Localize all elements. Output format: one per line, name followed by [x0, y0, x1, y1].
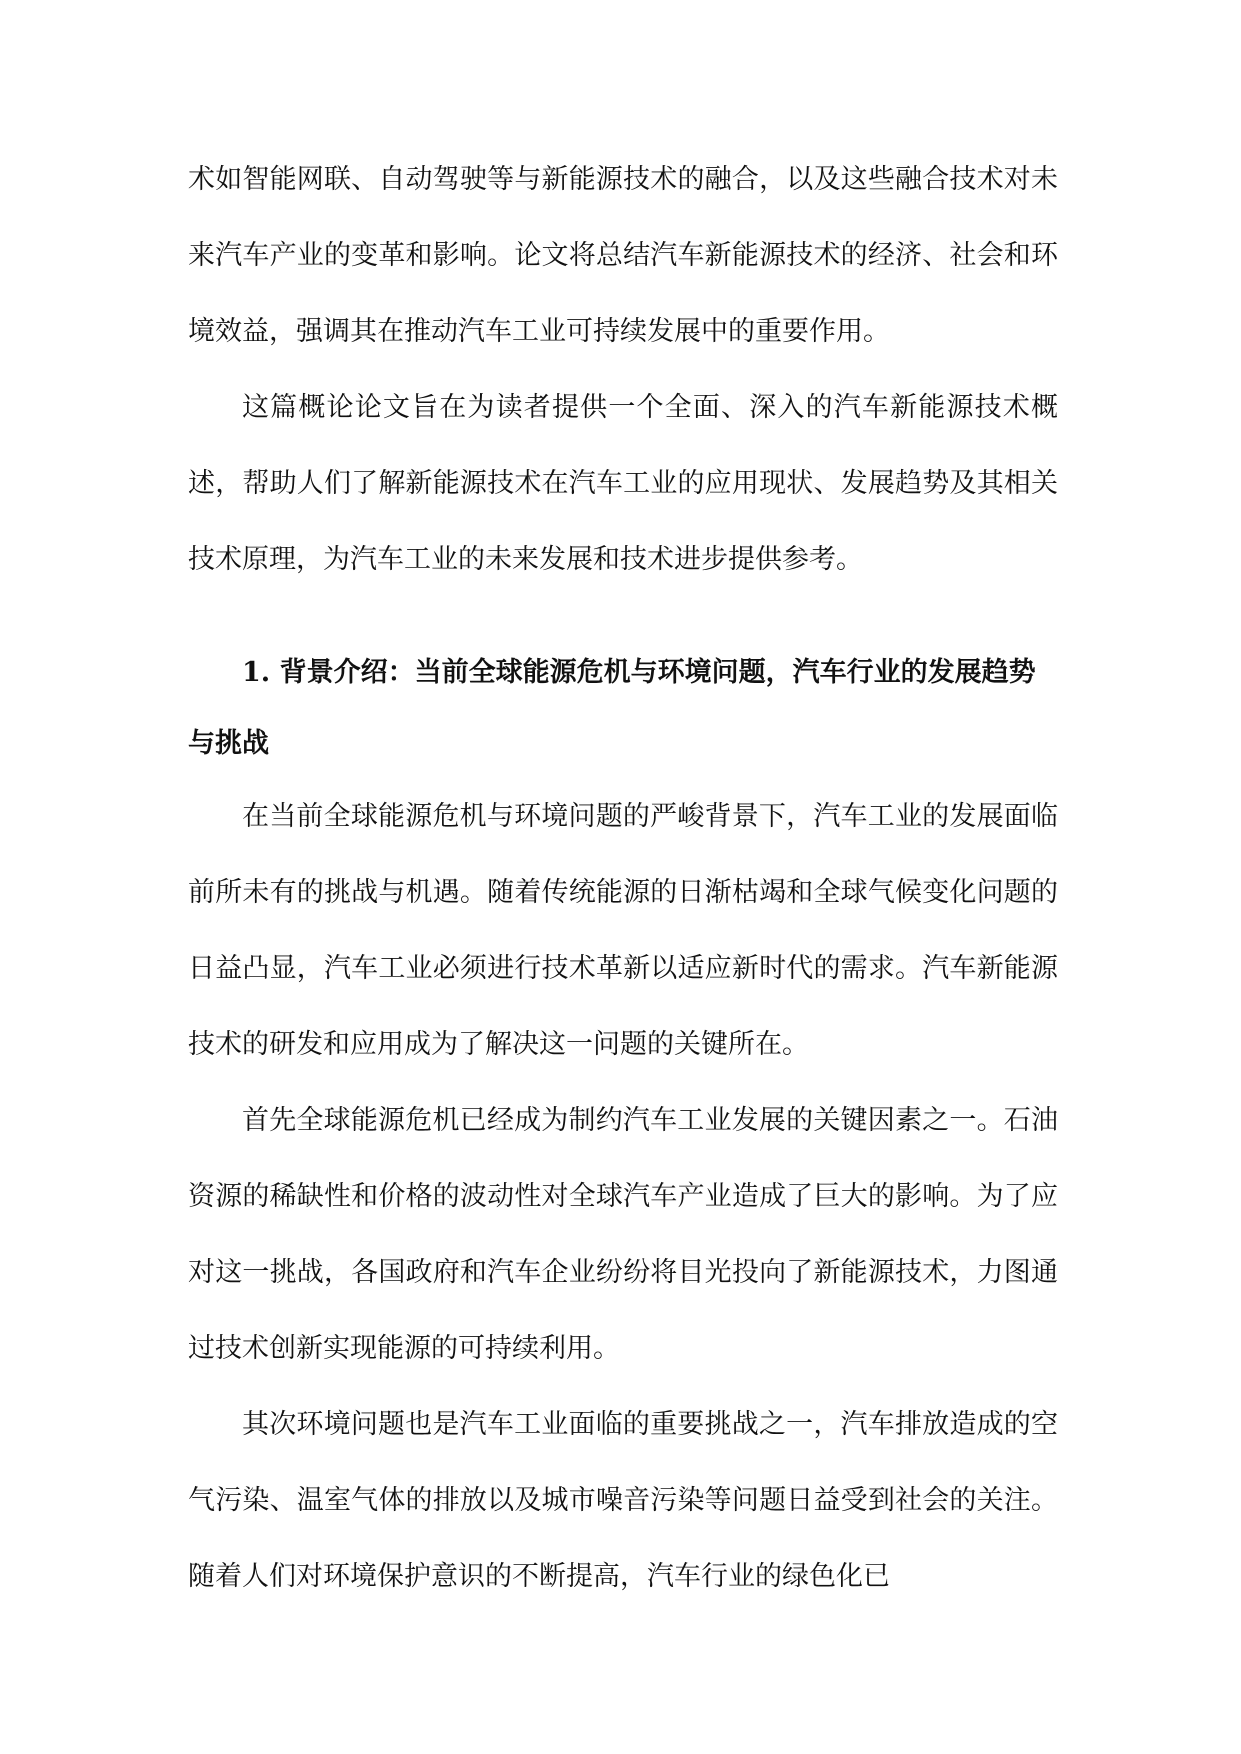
paragraph-environment: 其次环境问题也是汽车工业面临的重要挑战之一，汽车排放造成的空气污染、温室气体的排放以及城市噪音污染等问题日益受到社会的关注。随着人们对环境保护意识的不断提高，汽车行业的绿色化已 [188, 1409, 1058, 1592]
section-heading: 1. 背景介绍：当前全球能源危机与环境问题，汽车行业的发展趋势与挑战 [188, 657, 1036, 759]
paragraph-purpose: 这篇概论论文旨在为读者提供一个全面、深入的汽车新能源技术概述，帮助人们了解新能源技术在汽车工业的应用现状、发展趋势及其相关技术原理，为汽车工业的未来发展和技术进步提供参考。 [188, 392, 1058, 575]
paragraph-background: 在当前全球能源危机与环境问题的严峻背景下，汽车工业的发展面临前所未有的挑战与机遇。随着传统能源的日渐枯竭和全球气候变化问题的日益凸显，汽车工业必须进行技术革新以适应新时代的需求。汽车新能源技术的研发和应用成为了解决这一问题的关键所在。 [188, 801, 1058, 1060]
paragraph-energy-crisis: 首先全球能源危机已经成为制约汽车工业发展的关键因素之一。石油资源的稀缺性和价格的波动性对全球汽车产业造成了巨大的影响。为了应对这一挑战，各国政府和汽车企业纷纷将目光投向了新能源技术，力图通过技术创新实现能源的可持续利用。 [188, 1105, 1058, 1364]
document-body [188, 142, 1058, 1615]
paragraph-intro-continued: 术如智能网联、自动驾驶等与新能源技术的融合，以及这些融合技术对未来汽车产业的变革和影响。论文将总结汽车新能源技术的经济、社会和环境效益，强调其在推动汽车工业可持续发展中的重要作用。 [188, 164, 1058, 347]
